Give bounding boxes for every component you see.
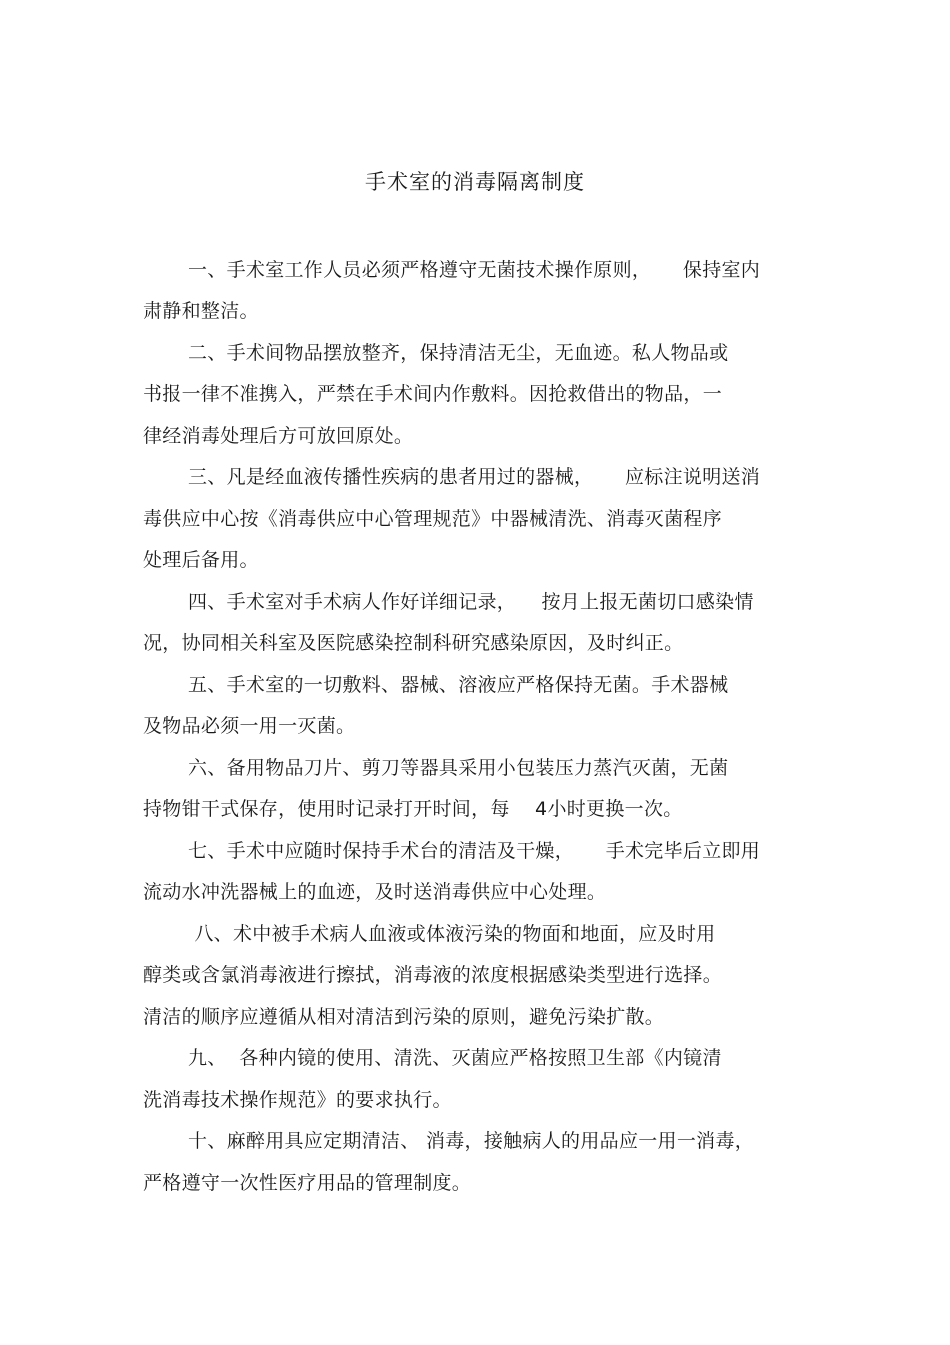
paragraph-2-line-1: 二、手术间物品摆放整齐，保持清洁无尘，无血迹。私人物品或 (188, 342, 729, 364)
paragraph-1-line-2: 肃静和整洁。 (143, 300, 259, 322)
paragraph-3-line-3: 处理后备用。 (143, 549, 259, 571)
paragraph-6-line-2: 持物钳干式保存，使用时记录打开时间，每 4小时更换一次。 (143, 798, 683, 820)
paragraph-8-line-1: 八、术中被手术病人血液或体液污染的物面和地面，应及时用 (188, 923, 716, 945)
paragraph-9-line-2: 洗消毒技术操作规范》的要求执行。 (143, 1089, 452, 1111)
paragraph-2-line-2: 书报一律不准携入，严禁在手术间内作敷料。因抢救借出的物品，一 (143, 383, 723, 405)
paragraph-2-line-3: 律经消毒处理后方可放回原处。 (143, 425, 414, 447)
paragraph-10-line-2: 严格遵守一次性医疗用品的管理制度。 (143, 1172, 472, 1194)
paragraph-8-line-2: 醇类或含氯消毒液进行擦拭，消毒液的浓度根据感染类型进行选择。 (143, 964, 723, 986)
document-title: 手术室的消毒隔离制度 (365, 170, 585, 194)
paragraph-7-line-1: 七、手术中应随时保持手术台的清洁及干燥， 手术完毕后立即用 (188, 840, 761, 862)
paragraph-10-line-1: 十、麻醉用具应定期清洁、 消毒，接触病人的用品应一用一消毒， (188, 1130, 755, 1152)
paragraph-7-line-2: 流动水冲洗器械上的血迹，及时送消毒供应中心处理。 (143, 881, 607, 903)
paragraph-5-line-1: 五、手术室的一切敷料、器械、溶液应严格保持无菌。手术器械 (188, 674, 729, 696)
paragraph-6-line-1: 六、备用物品刀片、剪刀等器具采用小包装压力蒸汽灭菌，无菌 (188, 757, 729, 779)
paragraph-3-line-1: 三、凡是经血液传播性疾病的患者用过的器械， 应标注说明送消 (188, 466, 761, 488)
paragraph-3-line-2: 毒供应中心按《消毒供应中心管理规范》中器械清洗、消毒灭菌程序 (143, 508, 723, 530)
paragraph-9-line-1: 九、 各种内镜的使用、清洗、灭菌应严格按照卫生部《内镜清 (188, 1047, 722, 1069)
paragraph-4-line-2: 况，协同相关科室及医院感染控制科研究感染原因，及时纠正。 (143, 632, 684, 654)
paragraph-4-line-1: 四、手术室对手术病人作好详细记录， 按月上报无菌切口感染情 (188, 591, 754, 613)
paragraph-5-line-2: 及物品必须一用一灭菌。 (143, 715, 356, 737)
paragraph-8-line-3: 清洁的顺序应遵循从相对清洁到污染的原则，避免污染扩散。 (143, 1006, 665, 1028)
paragraph-1-line-1: 一、手术室工作人员必须严格遵守无菌技术操作原则， 保持室内 (188, 259, 761, 281)
